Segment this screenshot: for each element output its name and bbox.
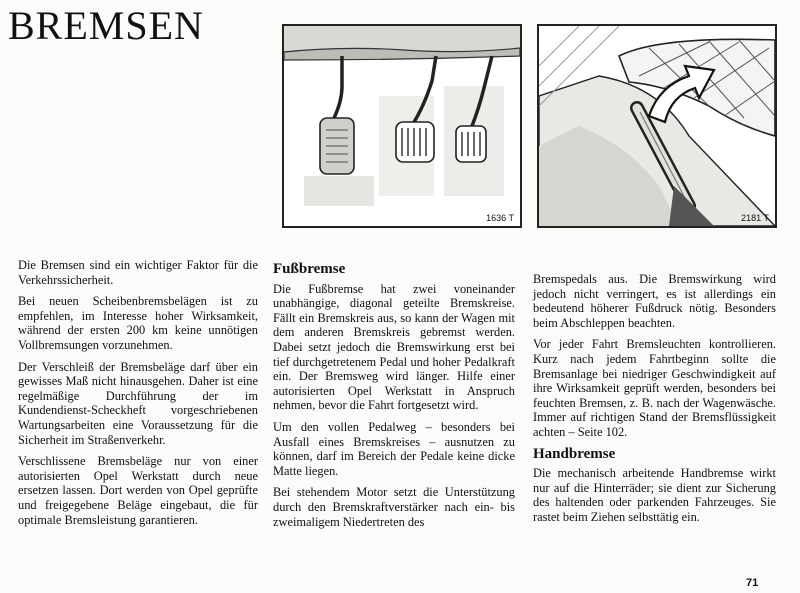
- text-column-2: [273, 262, 515, 536]
- paragraph: Vor jeder Fahrt Bremsleuchten kontrollieren. Kurz nach jedem Fahrtbeginn sollte die Bremsanlage bei niedriger Geschwindigkeit auf ihre Wirksamkeit geprüft werden, besonders bei feuchten Bremsen, z. B. nach der Wagenwäsche. Immer auf richtigen Stand der Bremsflüssigkeit achten – Seite 102.: [533, 337, 776, 439]
- paragraph: Die Fußbremse hat zwei voneinander unabhängige, diagonal geteilte Bremskreise. Fällt ein Bremskreis aus, so kann der Wagen mit dem anderen Bremskreis gebremst werden. Dabei setzt jedoch die Bremswirkung erst bei tief durchgetretenem Pedal und hoher Pedalkraft ein. Der Bremsweg wird länger. Hilfe einer autorisierten Opel Werkstatt in Anspruch nehmen, bevor die Fahrt fortgesetzt wird.: [273, 281, 515, 413]
- page-title: BREMSEN: [8, 3, 204, 48]
- handbrake-lever-illustration: [539, 26, 775, 226]
- section-heading-handbremse: Handbremse: [533, 445, 616, 462]
- paragraph: Die mechanisch arbeitende Handbremse wirkt nur auf die Hinterräder; sie dient zur Sicherung des haltenden oder parkenden Fahrzeuges. Sie rastet beim Ziehen selbsttätig ein.: [533, 466, 776, 524]
- text-column-1: [18, 258, 258, 534]
- text-column-3: [533, 272, 776, 532]
- paragraph: Der Verschleiß der Bremsbeläge darf über ein gewisses Maß nicht hinausgehen. Daher ist eine regelmäßige Durchführung der im Kundendienst-Scheckheft vorgeschriebenen Wartungsarbeiten eine Voraussetzung für die Sicherheit im Straßenverkehr.: [18, 359, 258, 447]
- page-number: 71: [746, 577, 759, 589]
- paragraph: Bei neuen Scheibenbremsbelägen ist zu empfehlen, im Interesse hoher Wirksamkeit, während der ersten 200 km keine unnötigen Vollbremsungen vorzunehmen.: [18, 294, 258, 352]
- paragraph: Die Bremsen sind ein wichtiger Faktor für die Verkehrssicherheit.: [18, 258, 258, 287]
- brake-pedals-illustration: [284, 26, 520, 226]
- figure-pedals: [282, 24, 522, 228]
- figure-code: 1636 T: [486, 213, 514, 223]
- section-heading-fussbremse: Fußbremse: [273, 261, 346, 277]
- paragraph: Bremspedals aus. Die Bremswirkung wird jedoch nicht verringert, es ist allerdings ein bedeutend höherer Fußdruck nötig. Besonders beim Abschleppen beachten.: [533, 272, 776, 330]
- figure-code: 2181 T: [741, 213, 769, 223]
- paragraph: Um den vollen Pedalweg – besonders bei Ausfall eines Bremskreises – ausnutzen zu können, darf im Bereich der Pedale keine dicke Matte liegen.: [273, 419, 515, 478]
- paragraph: Verschlissene Bremsbeläge nur von einer autorisierten Opel Werkstatt durch neue ersetzen lassen. Dort werden von Opel geprüfte und freigegebene Beläge eingebaut, die für optimale Bremsleistung garantieren.: [18, 454, 258, 527]
- paragraph: Bei stehendem Motor setzt die Unterstützung durch den Bremskraftverstärker nach ein- bis zweimaligem Niedertreten des: [273, 485, 515, 529]
- figure-handbrake: [537, 24, 777, 228]
